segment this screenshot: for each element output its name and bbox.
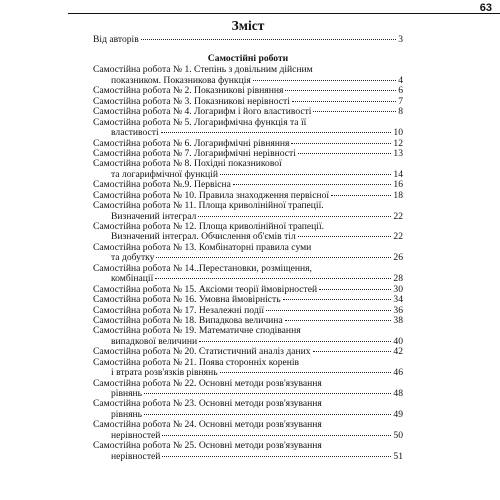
toc-line-text: та логарифмічної функцій bbox=[111, 168, 218, 180]
toc-line-page: 14 bbox=[393, 168, 403, 180]
leader-dots bbox=[313, 111, 396, 112]
leader-dots bbox=[233, 184, 392, 185]
toc-line-text: і втрата розв'язків рівнянь bbox=[111, 367, 218, 379]
toc-line-text: Самостійна робота № 19. Математичне сподівання bbox=[93, 325, 301, 337]
toc-line-page: 16 bbox=[393, 179, 403, 191]
toc-title: Зміст bbox=[231, 18, 265, 33]
leader-dots bbox=[298, 153, 392, 154]
toc-line-text: Самостійна робота № 15. Аксіоми теорії ймовірностей bbox=[93, 283, 318, 295]
toc-line-text: показником. Показникова функція bbox=[111, 74, 251, 86]
toc-line-text: Самостійна робота № 10. Правила знаходження первісної bbox=[93, 189, 330, 201]
toc-line-page: 30 bbox=[393, 283, 403, 295]
toc-line-text: Самостійна робота № 17. Незалежні події bbox=[93, 304, 265, 316]
leader-dots bbox=[199, 341, 391, 342]
toc-line-page: 40 bbox=[393, 335, 403, 347]
toc-line-text: Самостійна робота № 13. Комбінаторні правила суми bbox=[93, 241, 312, 253]
leader-dots bbox=[156, 257, 391, 258]
header-rule bbox=[68, 13, 500, 14]
toc-line-page: 6 bbox=[398, 85, 403, 97]
toc-entry-text: Від авторів bbox=[93, 34, 139, 45]
leader-dots bbox=[162, 435, 391, 436]
leader-dots bbox=[313, 351, 392, 352]
toc-line-text: Самостійна робота № 14..Перестановки, розміщення, bbox=[93, 262, 312, 274]
toc-line bbox=[93, 295, 403, 305]
toc-line-text: Самостійна робота № 24. Основні методи розв'язування bbox=[93, 419, 322, 431]
leader-dots bbox=[162, 456, 391, 457]
toc-line-text: Самостійна робота № 2. Показникові рівняння bbox=[93, 85, 284, 97]
toc-entry-page: 3 bbox=[398, 34, 403, 45]
leader-dots bbox=[285, 320, 392, 321]
leader-dots bbox=[144, 414, 391, 415]
toc-line-text: Самостійна робота № 22. Основні методи розв'язування bbox=[93, 377, 322, 389]
toc-line-page: 36 bbox=[393, 304, 403, 316]
toc-line-page: 26 bbox=[393, 252, 403, 264]
toc-line-page: 22 bbox=[393, 210, 403, 222]
toc-line-page: 4 bbox=[398, 74, 403, 86]
leader-dots bbox=[292, 101, 396, 102]
leader-dots bbox=[298, 236, 392, 237]
toc-line-text: Самостійна робота № 16. Умовна ймовірність bbox=[93, 294, 281, 306]
toc-line-page: 49 bbox=[393, 408, 403, 420]
leader-dots bbox=[266, 310, 391, 311]
toc-line-page: 34 bbox=[393, 294, 403, 306]
toc-line-page: 7 bbox=[398, 95, 403, 107]
leader-dots bbox=[331, 195, 391, 196]
toc-line bbox=[93, 201, 403, 211]
table-of-contents bbox=[93, 17, 403, 462]
toc-line-page: 51 bbox=[393, 450, 403, 462]
toc-line-text: Самостійна робота № 11. Площа криволінійної трапеції. bbox=[93, 200, 324, 212]
toc-line-text: нерівностей bbox=[111, 429, 161, 441]
leader-dots bbox=[319, 289, 391, 290]
toc-line bbox=[93, 452, 403, 462]
toc-line-text: Самостійна робота № 18. Випадкова величина bbox=[93, 314, 283, 326]
leader-dots bbox=[144, 393, 391, 394]
leader-dots bbox=[155, 278, 391, 279]
leader-dots bbox=[285, 90, 396, 91]
toc-line-text: рівнянь bbox=[111, 408, 143, 420]
toc-line-page: 48 bbox=[393, 388, 403, 399]
toc-line-text: Самостійна робота № 3. Показникові нерівності bbox=[93, 95, 290, 107]
toc-line-text: Самостійна робота № 4. Логарифм і його властивості bbox=[93, 106, 312, 118]
toc-line-page: 10 bbox=[393, 127, 403, 139]
toc-line-page: 18 bbox=[393, 189, 403, 201]
toc-line-text: нерівностей bbox=[111, 450, 161, 462]
toc-entry-intro bbox=[93, 35, 403, 45]
toc-line-page: 13 bbox=[393, 147, 403, 159]
section-title: Самостійні роботи bbox=[207, 53, 289, 65]
toc-line-text: комбінації bbox=[111, 273, 154, 285]
leader-dots bbox=[198, 216, 391, 217]
toc-line-page: 38 bbox=[393, 314, 403, 326]
toc-line-page: 22 bbox=[393, 231, 403, 243]
toc-line-text: Самостійна робота № 1. Степінь з довільним дійсним bbox=[93, 64, 313, 76]
toc-line-text: Самостійна робота №.9. Первісна bbox=[93, 179, 231, 191]
leader-dots bbox=[291, 143, 391, 144]
leader-dots bbox=[220, 372, 392, 373]
toc-line-page: 8 bbox=[398, 106, 403, 118]
toc-line-text: Самостійна робота № 20. Статистичний аналіз даних bbox=[93, 346, 311, 358]
leader-dots bbox=[253, 80, 396, 81]
toc-line-text: Самостійна робота № 12. Площа криволінійної трапеції. bbox=[93, 221, 325, 232]
toc-line bbox=[93, 128, 403, 138]
toc-list bbox=[93, 65, 403, 462]
toc-line-text: Визначений інтеграл. Обчислення об'ємів тіл bbox=[111, 231, 296, 243]
leader-dots bbox=[220, 174, 391, 175]
page-number: 63 bbox=[479, 2, 492, 14]
toc-line-text: Самостійна робота № 23. Основні методи розв'язування bbox=[93, 398, 322, 410]
toc-line-text: випадкової величини bbox=[111, 335, 198, 347]
toc-line-text: властивості bbox=[111, 127, 159, 139]
toc-line-page: 28 bbox=[393, 273, 403, 285]
toc-line-text: та добутку bbox=[111, 252, 155, 264]
toc-line-text: Самостійна робота № 8. Похідні показникової bbox=[93, 158, 282, 170]
toc-line-text: рівнянь bbox=[111, 388, 143, 399]
toc-line-text: Самостійна робота № 6. Логарифмічні рівняння bbox=[93, 137, 290, 149]
toc-line-page: 46 bbox=[393, 367, 403, 379]
leader-dots bbox=[141, 39, 396, 40]
leader-dots bbox=[161, 132, 392, 133]
toc-line-text: Самостійна робота № 5. Логарифмічна функція та її bbox=[93, 116, 307, 128]
toc-line-text: Самостійна робота № 21. Поява сторонніх коренів bbox=[93, 356, 300, 368]
leader-dots bbox=[283, 299, 392, 300]
toc-line-page: 50 bbox=[393, 429, 403, 441]
toc-line-text: Самостійна робота № 25. Основні методи розв'язування bbox=[93, 440, 322, 452]
toc-line-page: 42 bbox=[393, 346, 403, 358]
toc-line-text: Самостійна робота № 7. Логарифмічні нерівності bbox=[93, 147, 296, 159]
toc-line-text: Визначений інтеграл bbox=[111, 210, 197, 222]
toc-line-page: 12 bbox=[393, 137, 403, 149]
